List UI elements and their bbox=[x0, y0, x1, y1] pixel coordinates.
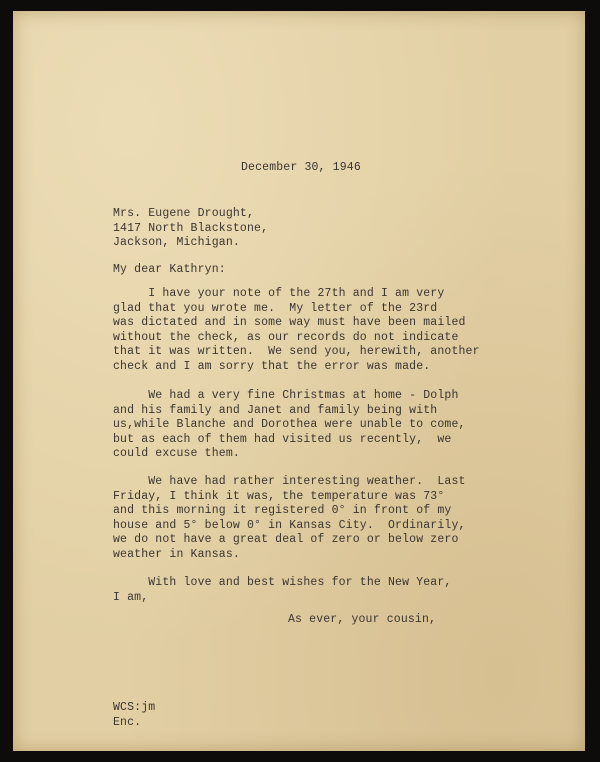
body-line: glad that you wrote me. My letter of the 23rd bbox=[113, 301, 438, 315]
body-line: but as each of them had visited us recently, we bbox=[113, 432, 452, 446]
body-line: We had a very fine Christmas at home - Dolph bbox=[113, 389, 459, 402]
body-line: check and I am sorry that the error was made. bbox=[113, 359, 431, 373]
body-line: without the check, as our records do not indicate bbox=[113, 330, 459, 344]
body-line: We have had rather interesting weather. Last bbox=[113, 475, 466, 488]
body-line: and his family and Janet and family being with bbox=[113, 403, 438, 417]
body-paragraph-4 bbox=[113, 576, 451, 605]
body-line: With love and best wishes for the New Year, bbox=[113, 576, 452, 589]
body-paragraph-3 bbox=[113, 475, 466, 562]
body-paragraph-2 bbox=[113, 389, 466, 462]
body-line: us,while Blanche and Dorothea were unable to come, bbox=[113, 418, 466, 431]
body-line: I have your note of the 27th and I am very bbox=[113, 287, 445, 300]
body-line: weather in Kansas. bbox=[113, 547, 240, 561]
letter-date: December 30, 1946 bbox=[241, 161, 361, 174]
body-line: could excuse them. bbox=[113, 447, 240, 460]
salutation: My dear Kathryn: bbox=[113, 263, 226, 276]
body-line: was dictated and in some way must have been mailed bbox=[113, 316, 466, 329]
address-line: Mrs. Eugene Drought, bbox=[113, 207, 255, 220]
body-line: we do not have a great deal of zero or below zero bbox=[113, 533, 459, 546]
recipient-address bbox=[113, 207, 268, 251]
letter-page bbox=[13, 11, 585, 751]
body-line: house and 5° below 0° in Kansas City. Ordinarily, bbox=[113, 518, 466, 532]
address-line: Jackson, Michigan. bbox=[113, 236, 240, 249]
body-line: Friday, I think it was, the temperature was 73° bbox=[113, 489, 445, 503]
typist-initials: WCS:jm bbox=[113, 701, 156, 714]
closing: As ever, your cousin, bbox=[288, 613, 437, 626]
address-line: 1417 North Blackstone, bbox=[113, 221, 269, 235]
reference-block bbox=[113, 701, 155, 730]
enclosure-note: Enc. bbox=[113, 715, 142, 729]
body-line: that it was written. We send you, herewith, another bbox=[113, 345, 480, 358]
body-line: and this morning it registered 0° in front of my bbox=[113, 504, 452, 517]
body-line: I am, bbox=[113, 590, 149, 604]
body-paragraph-1 bbox=[113, 287, 480, 374]
